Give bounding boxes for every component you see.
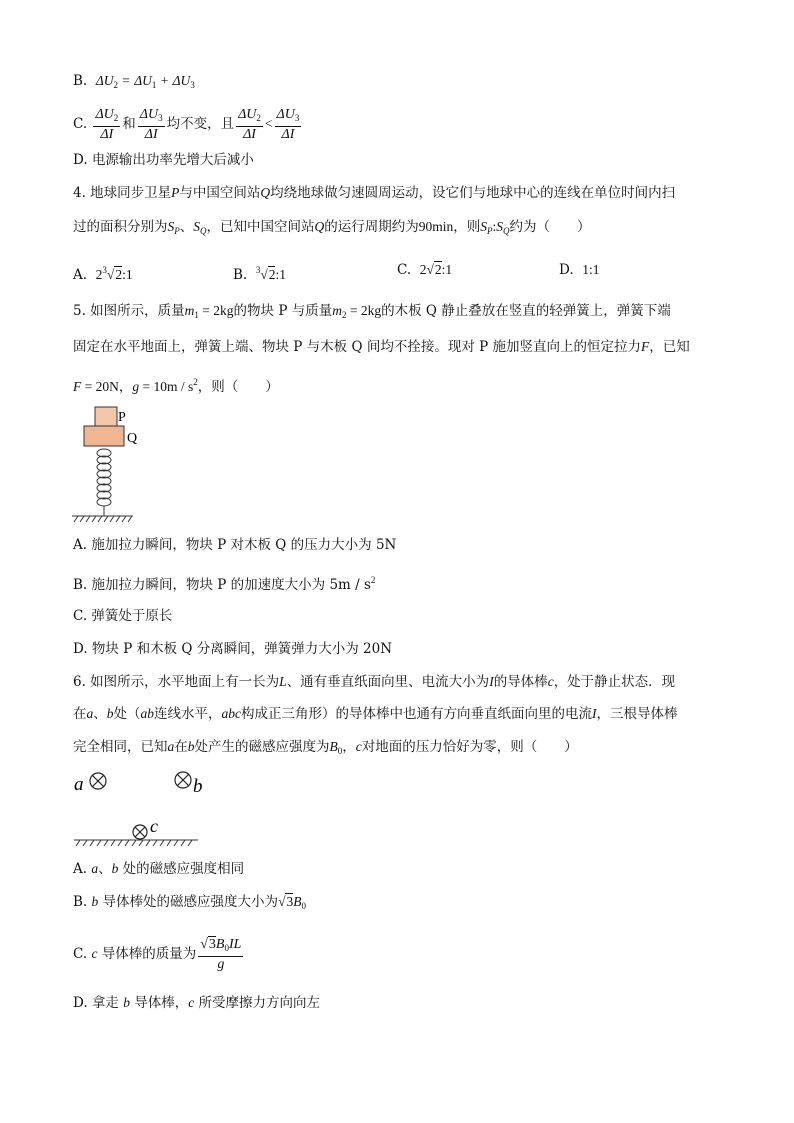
label-p: P (118, 410, 126, 425)
conductors-figure (70, 766, 210, 852)
q6-option-b[interactable]: B. b 导体棒处的磁感应强度大小为$√3B_0$ (73, 894, 306, 911)
ground-hatch (72, 516, 133, 522)
q6-stem-line3: 完全相同，已知a在b处产生的磁感应强度为$B_0$，c对地面的压力恰好为零，则（ ） (73, 739, 578, 756)
fraction-du3-di: $\frac{\Delta U_3}{\Delta I}$ (139, 106, 163, 142)
spring-coil (97, 449, 111, 516)
label-c: c (150, 816, 158, 836)
q5-option-c[interactable]: C. 弹簧处于原长 (73, 608, 173, 624)
fraction-du2-di-2: $\frac{\Delta U_2}{\Delta I}$ (238, 106, 261, 142)
ground-line (74, 840, 198, 846)
q6-stem-line1: 6. 如图所示，水平地面上有一长为L、通有垂直纸面向里、电流大小为I的导体棒c，处于静止状态．现 (73, 674, 676, 690)
q4-option-b[interactable]: B. $^3$√2:1 (233, 265, 286, 283)
block-p (95, 407, 117, 426)
q5-stem-line1: 5. 如图所示，质量$m_1 = 2kg$的物块 P 与质量$m_2 = 2kg$的木板 Q 静止叠放在竖直的轻弹簧上，弹簧下端 (73, 303, 671, 320)
q3-option-c: C. $\frac{\Delta U_2}{\Delta I}$ 和 $\frac{\Delta U_3}{\Delta I}$ 均不变，且 $\frac{\Delta U_2}{\Delta I}$ < $\frac{\Delta U_3}{\Delta I}$ (73, 106, 300, 142)
label-q: Q (127, 431, 138, 446)
cross-circle-icon-c (133, 825, 147, 839)
q5-option-a[interactable]: A. 施加拉力瞬间，物块 P 对木板 Q 的压力大小为 5N (73, 537, 397, 553)
q3-option-d: D. 电源输出功率先增大后减小 (73, 152, 254, 168)
q6-option-a[interactable]: A. a、b 处的磁感应强度相同 (73, 861, 245, 877)
cross-circle-icon-a (90, 773, 106, 789)
label-b: b (193, 776, 203, 797)
q5-stem-line3: F = 20N，$g = 10m / s^2$，则（ ） (73, 377, 279, 395)
q6-stem-line2: 在a、b处（ab连线水平，abc构成正三角形）的导体棒中也通有方向垂直纸面向里的电流I，三根导体棒 (73, 706, 678, 722)
q4-option-a[interactable]: A. $2^3√2:1$ (73, 265, 133, 283)
q6-option-c[interactable]: C. c 导体棒的质量为 $\frac{√3B_0IL}{g}$ (73, 936, 242, 972)
q4-stem-line1: 4. 地球同步卫星P与中国空间站Q均绕地球做匀速圆周运动，设它们与地球中心的连线在单位时间内扫 (73, 185, 676, 201)
q3-option-b: B. $\Delta U_2 = \Delta U_1 + \Delta U_3$ (73, 73, 195, 90)
q4-option-c[interactable]: C. 2√2:1 (397, 262, 453, 278)
board-q (84, 426, 124, 446)
fraction-du3-di-2: $\frac{\Delta U_3}{\Delta I}$ (276, 106, 300, 142)
label-a: a (74, 774, 84, 795)
fraction-du2-di: $\frac{\Delta U_2}{\Delta I}$ (95, 106, 119, 142)
q4-options (73, 261, 713, 283)
cross-circle-icon-b (175, 772, 191, 788)
fraction-mass: $\frac{√3B_0IL}{g}$ (200, 936, 242, 972)
q5-option-b[interactable]: B. 施加拉力瞬间，物块 P 的加速度大小为 $5m / s^2$ (73, 575, 376, 593)
q4-option-d[interactable]: D. 1:1 (559, 262, 600, 278)
q6-option-d[interactable]: D. 拿走 b 导体棒，c 所受摩擦力方向向左 (73, 995, 321, 1011)
spring-blocks-figure (70, 404, 150, 528)
q4-stem-line2: 过的面积分别为$S_P$、$S_Q$，已知中国空间站Q的运行周期约为90min，则$S_P:S_Q$约为（ ） (73, 219, 591, 236)
q5-stem-line2: 固定在水平地面上，弹簧上端、物块 P 与木板 Q 间均不拴接。现对 P 施加竖直向上的恒定拉力F，已知 (73, 339, 690, 355)
q5-option-d[interactable]: D. 物块 P 和木板 Q 分离瞬间，弹簧弹力大小为 20N (73, 641, 393, 657)
